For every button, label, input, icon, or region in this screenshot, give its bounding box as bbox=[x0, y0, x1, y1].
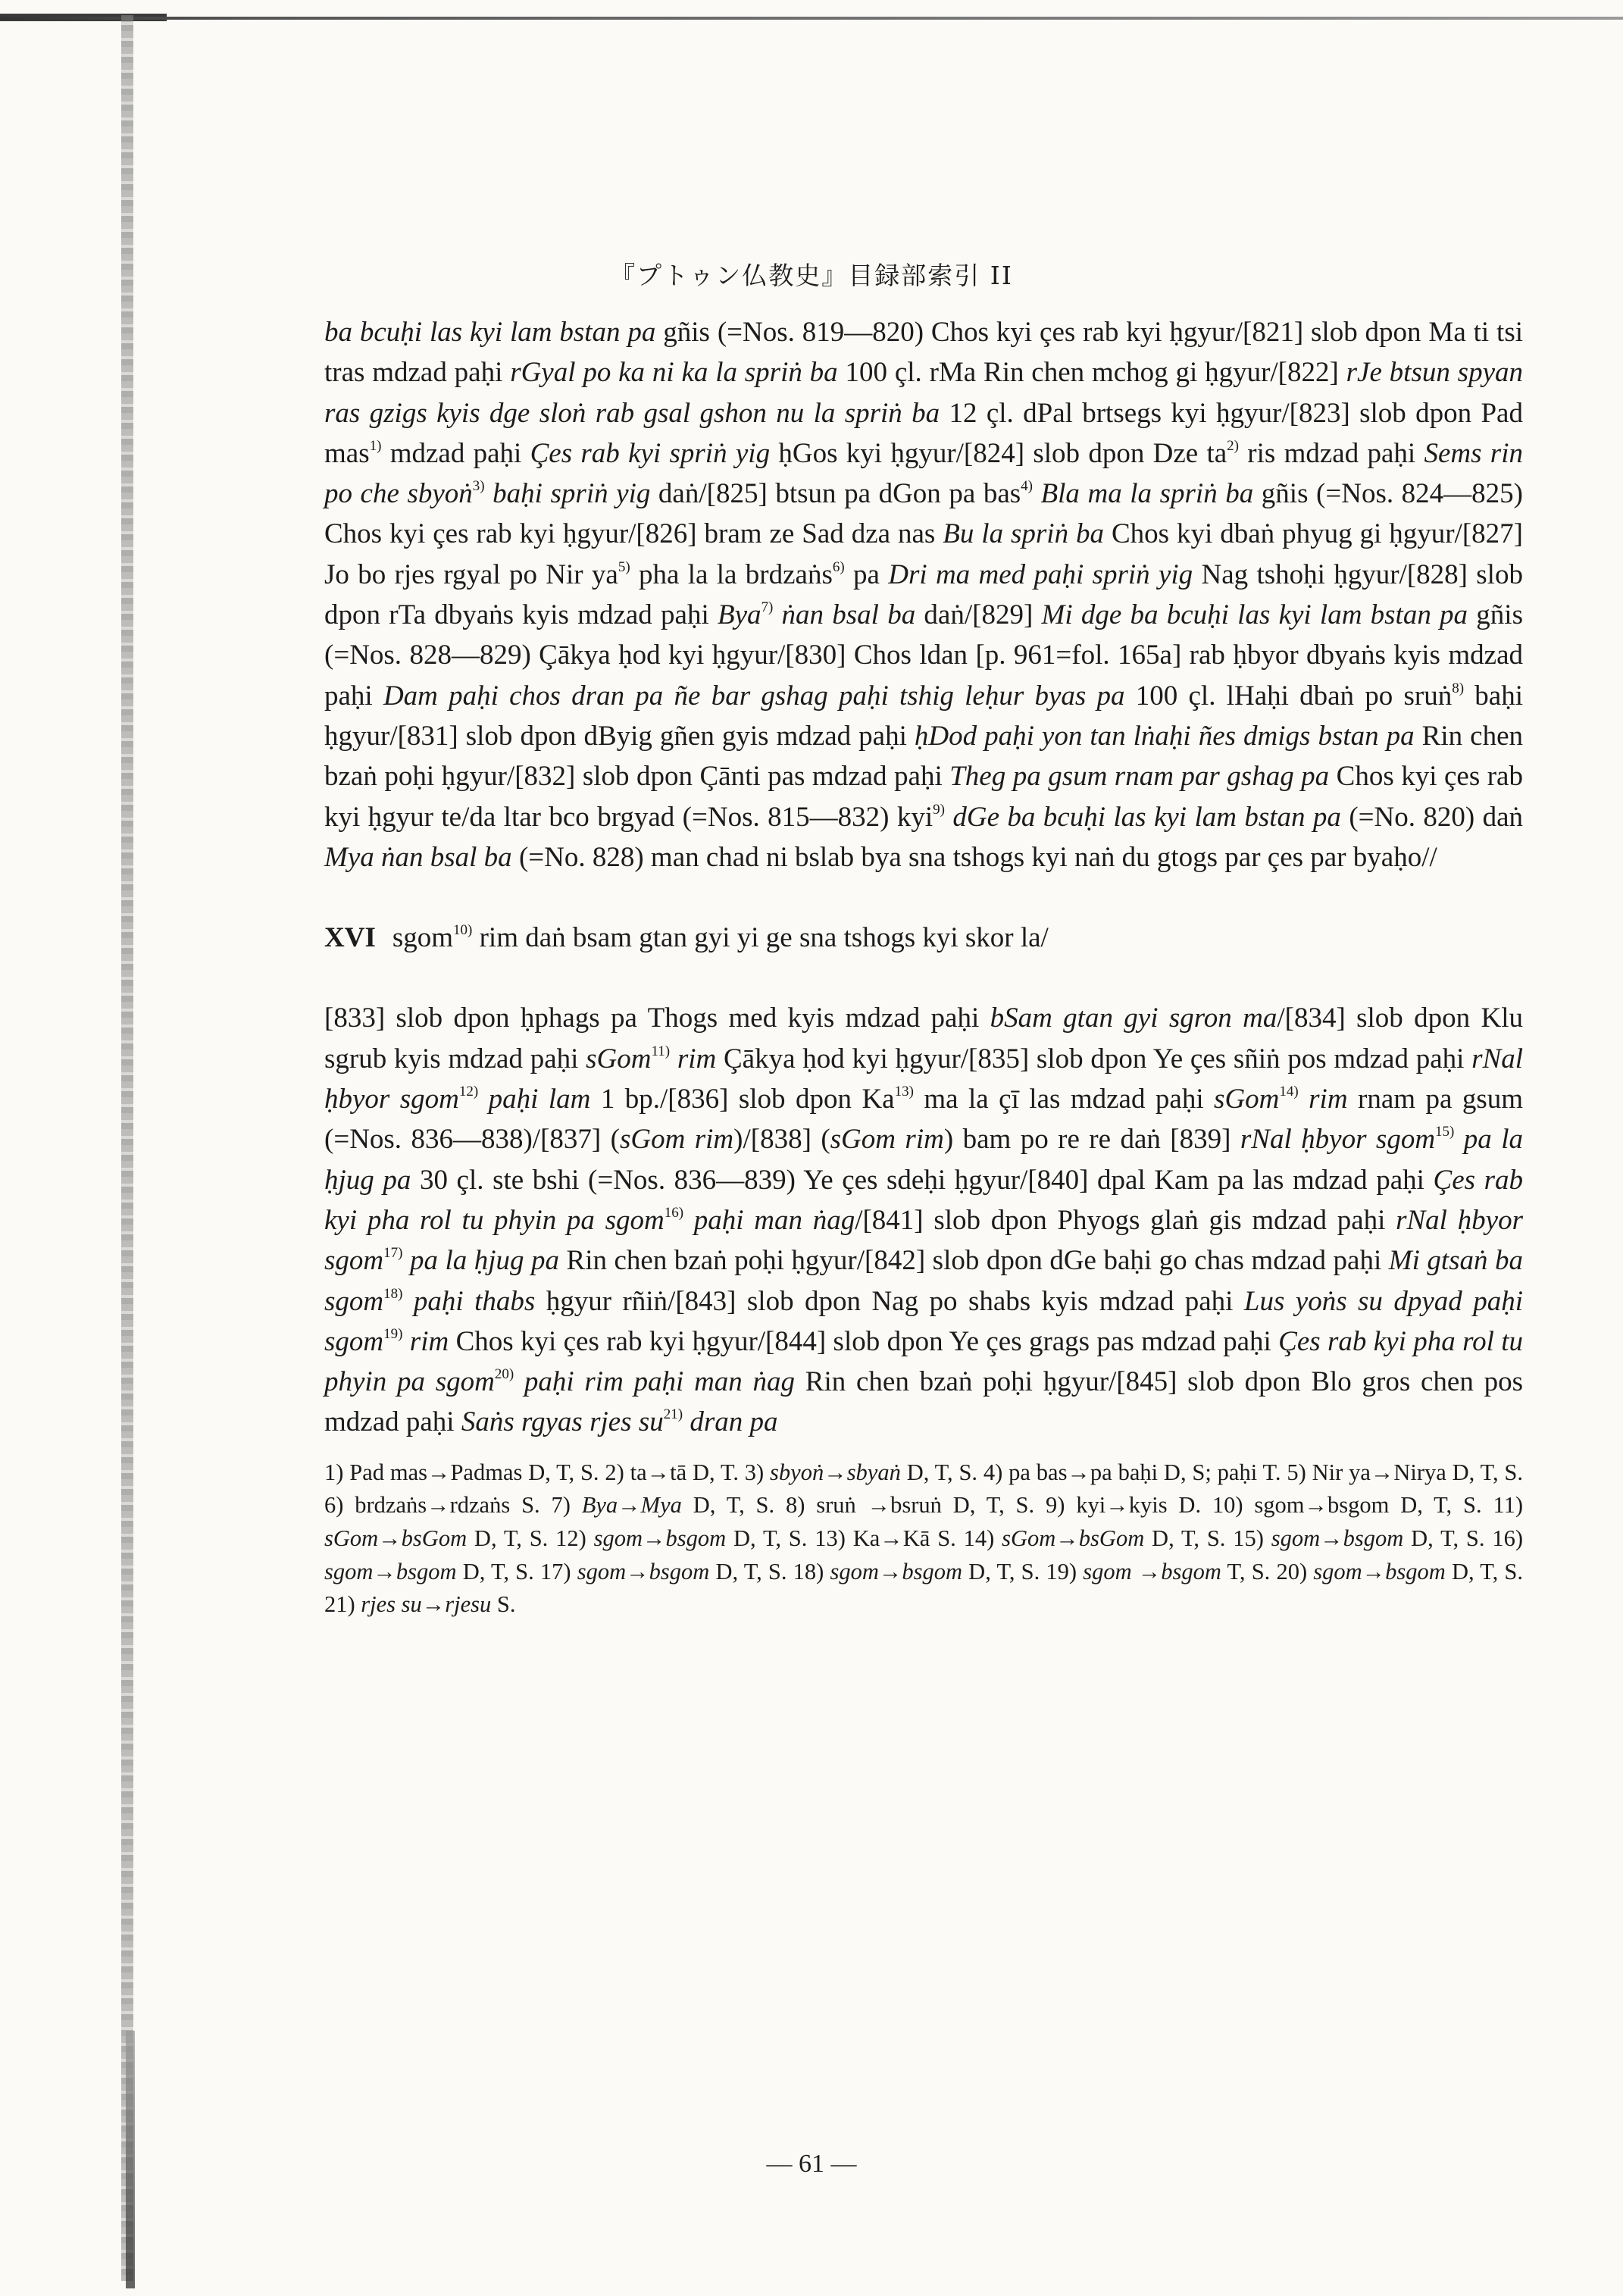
italic-title: Dri ma med paḥi spriṅ yig bbox=[888, 558, 1193, 590]
text-run: 30 çl. ste bshi (=Nos. 836—839) Ye çes sdeḥi ḥgyur/[840] dpal Kam pa las mdzad paḥi bbox=[411, 1164, 1434, 1196]
text-run: 12 çl. dPal brtsegs kyi ḥgyur/[823] slob dpon Pad mas bbox=[324, 397, 1523, 469]
text-run: Chos kyi çes rab kyi ḥgyur te/da ltar bco brgyad (=Nos. 815—832) kyi bbox=[324, 761, 1523, 833]
italic-title: paḥi lam bbox=[478, 1084, 591, 1115]
text-run: Rin chen bzaṅ poḥi ḥgyur/[845] slob dpon Blo gros chen pos mdzad paḥi bbox=[324, 1366, 1523, 1438]
italic-title: rim bbox=[1298, 1084, 1348, 1115]
italic-title: Çes rab kyi pha rol tu phyin pa sgom bbox=[324, 1325, 1524, 1398]
text-run: (=No. 820) daṅ bbox=[1340, 801, 1524, 833]
footnote-ref: 13) bbox=[894, 1084, 914, 1100]
italic-title: sgom→bsgom bbox=[593, 1525, 727, 1551]
text-run: D, T, S. 15) bbox=[1144, 1525, 1271, 1551]
text-run: T, S. 20) bbox=[1221, 1558, 1314, 1584]
text-run: D, T, S. 17) bbox=[456, 1558, 577, 1584]
italic-title: Lus yoṅs su dpyad paḥi sgom bbox=[324, 1285, 1523, 1357]
text-run: S. bbox=[491, 1591, 516, 1618]
text-run: baḥi ḥgyur/[831] slob dpon dByig gñen gyis mdzad paḥi bbox=[324, 680, 1524, 752]
text-run: D, T, S. 12) bbox=[467, 1525, 594, 1551]
text-run: ) bam po re re daṅ [839] bbox=[943, 1124, 1240, 1156]
footnote-ref: 7) bbox=[761, 599, 774, 616]
text-run: mdzad paḥi bbox=[381, 437, 530, 469]
text-run: pa bbox=[844, 558, 889, 590]
italic-title: sGom rim bbox=[619, 1124, 734, 1156]
italic-title: rjes su→rjesu bbox=[361, 1591, 492, 1618]
footnote-ref: 16) bbox=[664, 1204, 684, 1221]
text-run: ḥGos kyi ḥgyur/[824] slob dpon Dze ta bbox=[770, 437, 1227, 469]
text-run: 1 bp./[836] slob dpon Ka bbox=[590, 1084, 895, 1115]
italic-title: sgom→bsgom bbox=[830, 1558, 963, 1584]
italic-title: sgom→bsgom bbox=[1313, 1558, 1446, 1584]
footnote-ref: 15) bbox=[1435, 1124, 1455, 1140]
section-title-part-a: sgom bbox=[392, 922, 454, 954]
italic-title: sGom→bsGom bbox=[1002, 1525, 1145, 1551]
running-header: 『プトゥン仏教史』目録部索引 II bbox=[610, 261, 1013, 290]
paragraph-catalog-815-832 bbox=[324, 312, 1523, 877]
footnote-ref: 20) bbox=[494, 1366, 514, 1383]
italic-title: dGe ba bcuḥi las kyi lam bstan pa bbox=[952, 801, 1341, 833]
italic-title: Mya ṅan bsal ba bbox=[324, 841, 512, 873]
italic-title: rim bbox=[670, 1043, 717, 1074]
paragraph-catalog-833-845 bbox=[324, 998, 1523, 1442]
section-title-part-b: rim daṅ bsam gtan gyi yi ge sna tshogs kyi skor la/ bbox=[472, 922, 1049, 954]
footnote-ref: 4) bbox=[1021, 478, 1033, 495]
italic-title: sGom rim bbox=[830, 1124, 944, 1156]
text-run: D, T, S. 18) bbox=[709, 1558, 830, 1584]
italic-title: rNal ḥbyor sgom bbox=[324, 1043, 1523, 1115]
footnote-ref: 1) bbox=[369, 437, 382, 454]
italic-title: rJe btsun spyan ras gzigs kyis dge sloṅ rab gsal gshon nu la spriṅ ba bbox=[324, 357, 1523, 429]
italic-title: rNal ḥbyor sgom bbox=[324, 1204, 1523, 1277]
text-run: Chos kyi çes rab kyi ḥgyur/[844] slob dpon Ye çes grags pas mdzad paḥi bbox=[449, 1325, 1279, 1357]
page-body bbox=[324, 312, 1523, 1622]
footnote-ref: 3) bbox=[472, 478, 485, 495]
italic-title: Bya→Mya bbox=[581, 1492, 682, 1519]
text-run: (=No. 828) man chad ni bslab bya sna tshogs kyi naṅ du gtogs par çes par byaḥo// bbox=[511, 841, 1437, 873]
text-run: Chos kyi dbaṅ phyug gi ḥgyur/[827] Jo bo rjes rgyal po Nir ya bbox=[324, 518, 1523, 590]
text-run: D, T, S. 4) pa bas→pa baḥi D, S; paḥi T. 5) Nir ya→Nirya D, T, S. 6) brdzaṅs→rdzaṅs S. 7) bbox=[324, 1459, 1523, 1519]
text-run: D, T, S. 16) bbox=[1403, 1525, 1524, 1551]
italic-title: Dam paḥi chos dran pa ñe bar gshag paḥi tshig leḥur byas pa bbox=[383, 680, 1125, 712]
section-number: XVI bbox=[324, 922, 376, 954]
italic-title: ḥDod paḥi yon tan lṅaḥi ñes dmigs bstan pa bbox=[914, 720, 1415, 752]
footnotes bbox=[324, 1456, 1523, 1622]
text-run: ma la çī las mdzad paḥi bbox=[913, 1084, 1215, 1115]
text-run bbox=[945, 802, 952, 833]
italic-title: rGyal po ka ni ka la spriṅ ba bbox=[510, 357, 838, 389]
footnote-ref: 12) bbox=[458, 1084, 479, 1100]
italic-title: Çes rab kyi spriṅ yig bbox=[530, 437, 771, 469]
italic-title: rim bbox=[402, 1325, 449, 1357]
scan-top-rule bbox=[0, 17, 1623, 20]
footnote-ref: 8) bbox=[1452, 680, 1465, 696]
footnote-ref: 17) bbox=[383, 1245, 403, 1262]
text-run: Nag tshoḥi ḥgyur/[828] slob dpon rTa dbyaṅs kyis mdzad paḥi bbox=[324, 558, 1523, 631]
italic-title: sgom→bsgom bbox=[1271, 1525, 1404, 1551]
text-run: D, T, S. 19) bbox=[962, 1558, 1084, 1584]
italic-title: Sems rin po che sbyoṅ bbox=[324, 437, 1523, 510]
italic-title: paḥi thabs bbox=[402, 1285, 536, 1317]
text-run: daṅ/[825] btsun pa dGon pa bas bbox=[650, 478, 1021, 510]
text-run: ris mdzad paḥi bbox=[1239, 437, 1424, 469]
text-run: pha la la brdzaṅs bbox=[630, 558, 833, 590]
text-run: Rin chen bzaṅ poḥi ḥgyur/[832] slob dpon Çānti pas mdzad paḥi bbox=[324, 720, 1523, 793]
italic-title: sGom bbox=[586, 1043, 652, 1074]
page-number: — 61 — bbox=[766, 2150, 857, 2178]
italic-title: sgom →bsgom bbox=[1083, 1558, 1221, 1584]
footnote-ref: 6) bbox=[832, 558, 845, 575]
italic-title: ṅan bsal ba bbox=[773, 599, 916, 631]
scan-binding-edge bbox=[121, 15, 133, 2281]
footnote-ref: 19) bbox=[383, 1325, 403, 1342]
text-run: D, T, S. 21) bbox=[324, 1558, 1524, 1618]
footnote-ref: 14) bbox=[1279, 1084, 1299, 1100]
italic-title: Mi dge ba bcuḥi las kyi lam bstan pa bbox=[1041, 599, 1468, 631]
text-run: 100 çl. lHaḥi dbaṅ po sruṅ bbox=[1124, 680, 1453, 712]
italic-title: sgom→bsgom bbox=[577, 1558, 710, 1584]
footnote-ref: 21) bbox=[663, 1406, 683, 1423]
text-run: D, T, S. 8) sruṅ →bsruṅ D, T, S. 9) kyi→kyis D. 10) sgom→bsgom D, T, S. 11) bbox=[681, 1492, 1523, 1519]
italic-title: pa la ḥjug pa bbox=[402, 1245, 560, 1277]
text-run: Çākya ḥod kyi ḥgyur/[835] slob dpon Ye çes sñiṅ pos mdzad paḥi bbox=[716, 1043, 1472, 1074]
italic-title: paḥi rim paḥi man ṅag bbox=[514, 1366, 796, 1398]
text-run: ḥgyur rñiṅ/[843] slob dpon Nag po shabs kyis mdzad paḥi bbox=[535, 1285, 1244, 1317]
footnote-ref: 11) bbox=[651, 1043, 671, 1059]
text-run bbox=[1033, 478, 1041, 509]
italic-title: sGom bbox=[1214, 1084, 1280, 1115]
italic-title: Bya bbox=[717, 599, 761, 631]
text-run: 1) Pad mas→Padmas D, T, S. 2) ta→tā D, T. 3) bbox=[324, 1459, 771, 1485]
footnote-ref: 9) bbox=[933, 801, 945, 818]
italic-title: Saṅs rgyas rjes su bbox=[461, 1406, 664, 1438]
italic-title: paḥi man ṅag bbox=[683, 1204, 855, 1236]
text-run: 100 çl. rMa Rin chen mchog gi ḥgyur/[822] bbox=[837, 357, 1346, 389]
italic-title: Bla ma la spriṅ ba bbox=[1040, 478, 1254, 510]
text-run: /[834] slob dpon Klu sgrub kyis mdzad paḥi bbox=[324, 1003, 1523, 1074]
italic-title: rNal ḥbyor sgom bbox=[1240, 1124, 1436, 1156]
section-title-footnote-ref: 10) bbox=[453, 922, 473, 939]
text-run: [833] slob dpon ḥphags pa Thogs med kyis mdzad paḥi bbox=[324, 1003, 990, 1034]
italic-title: Çes rab kyi pha rol tu phyin pa sgom bbox=[324, 1164, 1523, 1236]
italic-title: sgom→bsgom bbox=[324, 1558, 457, 1584]
italic-title: sGom→bsGom bbox=[324, 1525, 468, 1551]
section-heading bbox=[324, 918, 1523, 958]
footnote-ref: 5) bbox=[618, 558, 630, 575]
text-run: /[841] slob dpon Phyogs glaṅ gis mdzad paḥi bbox=[855, 1204, 1396, 1236]
italic-title: bSam gtan gyi sgron ma bbox=[990, 1003, 1277, 1034]
text-run: gñis (=Nos. 824—825) Chos kyi çes rab kyi ḥgyur/[826] bram ze Sad dza nas bbox=[324, 478, 1523, 550]
italic-title: baḥi spriṅ yig bbox=[484, 478, 651, 510]
text-run: gñis (=Nos. 828—829) Çākya ḥod kyi ḥgyur/[830] Chos ldan [p. 961=fol. 165a] rab ḥbyor dbyaṅs kyis mdzad paḥi bbox=[324, 599, 1523, 712]
text-run: D, T, S. 13) Ka→Kā S. 14) bbox=[726, 1525, 1002, 1551]
footnote-ref: 2) bbox=[1227, 437, 1239, 454]
italic-title: dran pa bbox=[683, 1406, 778, 1438]
italic-title: sbyoṅ→sbyaṅ bbox=[770, 1459, 901, 1485]
footnote-ref: 18) bbox=[383, 1285, 403, 1302]
italic-title: Theg pa gsum rnam par gshag pa bbox=[949, 761, 1330, 793]
text-run: )/[838] ( bbox=[733, 1124, 830, 1156]
text-run: rnam pa gsum (=Nos. 836—838)/[837] ( bbox=[324, 1084, 1524, 1156]
text-run: daṅ/[829] bbox=[915, 599, 1042, 631]
italic-title: pa la ḥjug pa bbox=[324, 1124, 1524, 1196]
text-run: Rin chen bzaṅ poḥi ḥgyur/[842] slob dpon dGe baḥi go chas mdzad paḥi bbox=[559, 1245, 1389, 1277]
text-run: gñis (=Nos. 819—820) Chos kyi çes rab kyi ḥgyur/[821] slob dpon Ma ti tsi tras mdzad paḥi bbox=[324, 317, 1524, 389]
italic-title: Mi gtsaṅ ba sgom bbox=[324, 1245, 1524, 1317]
italic-title: ba bcuḥi las kyi lam bstan pa bbox=[324, 317, 656, 348]
italic-title: Bu la spriṅ ba bbox=[943, 518, 1105, 550]
